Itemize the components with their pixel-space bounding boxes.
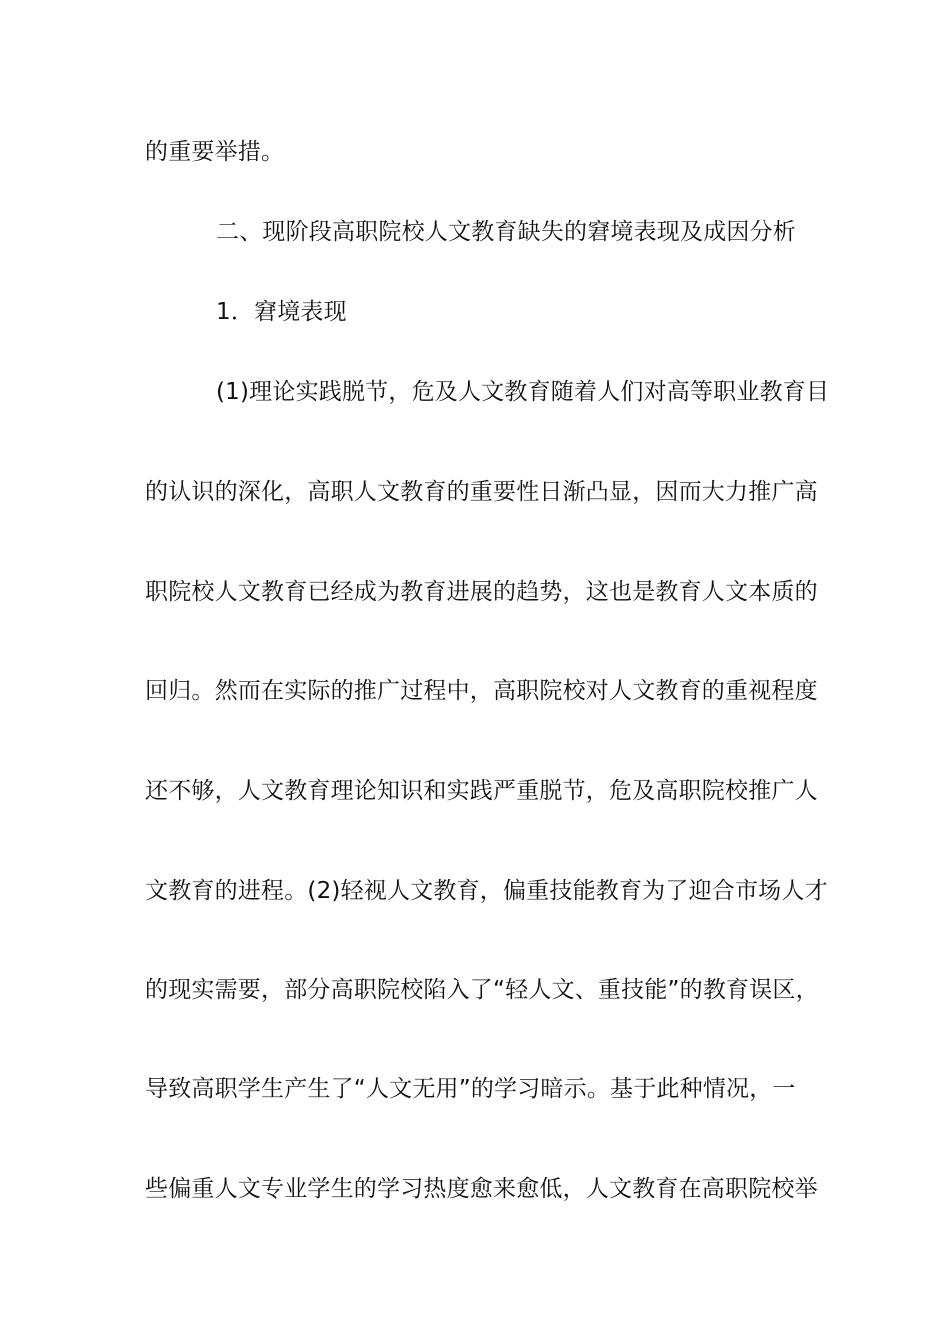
text-line-5: 的认识的深化，高职人文教育的重要性日渐凸显，因而大力推广高 (145, 479, 818, 505)
text-line-9: 文教育的进程。(2)轻视人文教育，偏重技能教育为了迎合市场人才 (145, 878, 828, 904)
text-line-12: 些偏重人文专业学生的学习热度愈来愈低，人文教育在高职院校举 (145, 1176, 818, 1202)
text-line-4: (1)理论实践脱节，危及人文教育随着人们对高等职业教育目 (216, 379, 830, 405)
text-line-1: 的重要举措。 (145, 139, 285, 165)
section-heading: 二、现阶段高职院校人文教育缺失的窘境表现及成因分析 (216, 219, 796, 245)
subsection-heading: 1．窘境表现 (216, 299, 347, 325)
text-line-6: 职院校人文教育已经成为教育进展的趋势，这也是教育人文本质的 (145, 579, 818, 605)
text-line-10: 的现实需要，部分高职院校陷入了“轻人文、重技能”的教育误区， (145, 977, 819, 1003)
text-line-11: 导致高职学生产生了“人文无用”的学习暗示。基于此种情况，一 (145, 1076, 796, 1102)
text-line-7: 回归。然而在实际的推广过程中，高职院校对人文教育的重视程度 (145, 678, 818, 704)
text-line-8: 还不够，人文教育理论知识和实践严重脱节，危及高职院校推广人 (145, 778, 818, 804)
